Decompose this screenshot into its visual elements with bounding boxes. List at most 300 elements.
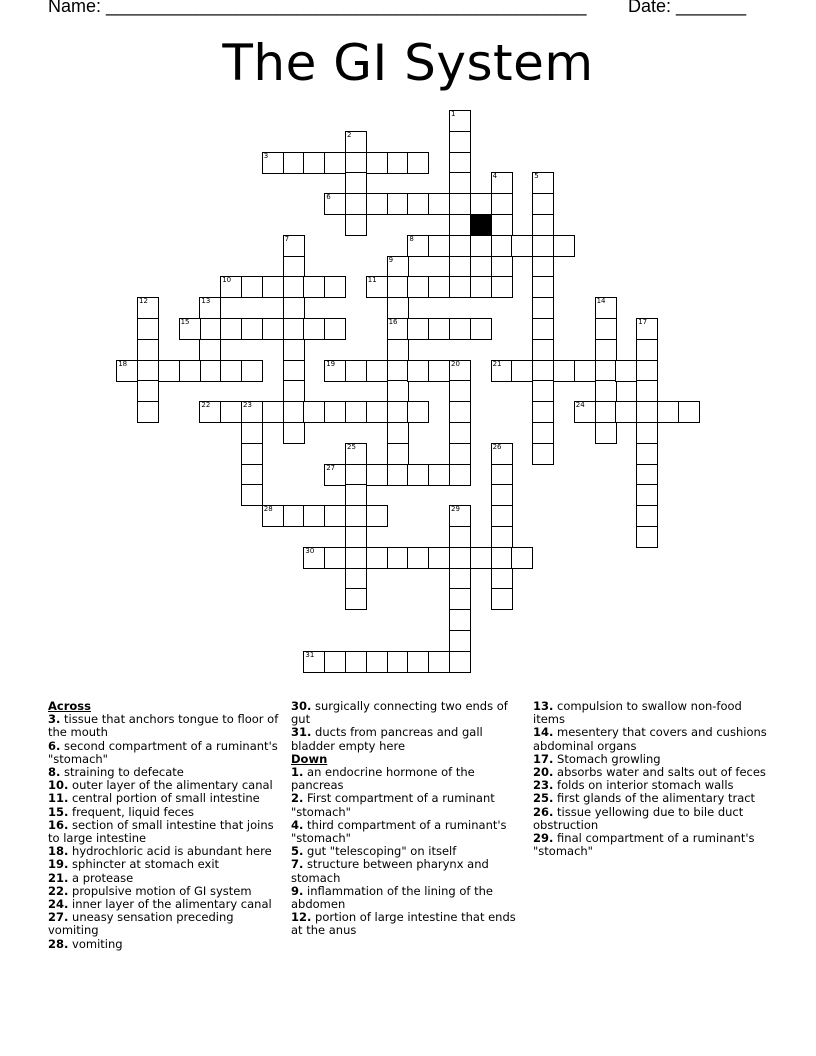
- grid-cell[interactable]: [366, 401, 388, 423]
- grid-cell[interactable]: [324, 318, 346, 340]
- grid-cell[interactable]: [283, 505, 305, 527]
- grid-cell[interactable]: [449, 588, 471, 610]
- grid-cell[interactable]: [553, 360, 575, 382]
- clue-text: central portion of small intestine: [68, 791, 260, 806]
- grid-cell[interactable]: [366, 152, 388, 174]
- grid-cell[interactable]: [636, 318, 658, 340]
- grid-cell[interactable]: [241, 443, 263, 465]
- grid-cell[interactable]: [407, 651, 429, 673]
- grid-cell[interactable]: [636, 526, 658, 548]
- grid-cell[interactable]: [116, 360, 138, 382]
- clue-number-label: 22.: [48, 883, 69, 898]
- down-clue: [291, 766, 523, 792]
- grid-cell[interactable]: [428, 547, 450, 569]
- grid-cell[interactable]: [137, 380, 159, 402]
- clue-text: tissue yellowing due to bile duct obstruction: [533, 804, 744, 832]
- grid-cell[interactable]: [303, 505, 325, 527]
- grid-cell[interactable]: [303, 152, 325, 174]
- clue-number: 8: [409, 234, 414, 243]
- grid-cell[interactable]: [303, 318, 325, 340]
- grid-cell[interactable]: [241, 464, 263, 486]
- clue-text: structure between pharynx and stomach: [291, 857, 489, 885]
- grid-cell[interactable]: [491, 484, 513, 506]
- clue-text: section of small intestine that joins to large intestine: [48, 817, 274, 846]
- grid-cell[interactable]: [158, 360, 180, 382]
- grid-cell[interactable]: [199, 339, 221, 361]
- grid-cell[interactable]: [470, 193, 492, 215]
- grid-cell[interactable]: [491, 505, 513, 527]
- clue-number: 12: [139, 297, 148, 306]
- grid-cell[interactable]: [532, 443, 554, 465]
- grid-cell[interactable]: [220, 401, 242, 423]
- grid-cell[interactable]: [345, 152, 367, 174]
- grid-cell[interactable]: [387, 318, 409, 340]
- grid-cell[interactable]: [595, 339, 617, 361]
- grid-cell[interactable]: [449, 609, 471, 631]
- grid-cell[interactable]: [303, 401, 325, 423]
- grid-cell[interactable]: [449, 464, 471, 486]
- grid-cell[interactable]: [262, 505, 284, 527]
- grid-cell[interactable]: [262, 152, 284, 174]
- grid-cell[interactable]: [491, 214, 513, 236]
- grid-cell[interactable]: [428, 651, 450, 673]
- grid-cell[interactable]: [241, 401, 263, 423]
- clue-text: gut "telescoping" on itself: [303, 844, 457, 859]
- down-heading: Down: [291, 751, 328, 766]
- grid-cell[interactable]: [449, 380, 471, 402]
- grid-cell[interactable]: [470, 235, 492, 257]
- grid-cell[interactable]: [303, 547, 325, 569]
- clue-number: 22: [201, 401, 211, 410]
- grid-cell[interactable]: [595, 318, 617, 340]
- grid-cell[interactable]: [366, 547, 388, 569]
- grid-cell[interactable]: [615, 401, 637, 423]
- clues-column-1: [48, 700, 280, 951]
- grid-cell[interactable]: [491, 172, 513, 194]
- grid-cell[interactable]: [137, 401, 159, 423]
- grid-cell[interactable]: [407, 152, 429, 174]
- grid-cell[interactable]: [387, 464, 409, 486]
- grid-cell[interactable]: [491, 256, 513, 278]
- grid-cell[interactable]: [532, 360, 554, 382]
- down-clue: [291, 885, 523, 911]
- grid-cell[interactable]: [387, 422, 409, 444]
- grid-cell[interactable]: [491, 464, 513, 486]
- clue-number: 4: [492, 172, 498, 181]
- grid-cell[interactable]: [345, 360, 367, 382]
- clue-number-label: 31.: [291, 725, 312, 740]
- grid-cell[interactable]: [387, 193, 409, 215]
- grid-cell[interactable]: [595, 360, 617, 382]
- grid-cell[interactable]: [283, 422, 305, 444]
- grid-cell[interactable]: [511, 547, 533, 569]
- grid-cell[interactable]: [449, 547, 471, 569]
- grid-cell[interactable]: [449, 422, 471, 444]
- clue-number: 27: [326, 463, 336, 472]
- grid-cell[interactable]: [387, 297, 409, 319]
- grid-cell[interactable]: [387, 360, 409, 382]
- grid-cell[interactable]: [491, 526, 513, 548]
- grid-cell[interactable]: [532, 235, 554, 257]
- grid-cell[interactable]: [345, 193, 367, 215]
- grid-cell[interactable]: [366, 464, 388, 486]
- grid-cell[interactable]: [491, 360, 513, 382]
- grid-cell[interactable]: [137, 297, 159, 319]
- grid-cell[interactable]: [428, 360, 450, 382]
- clue-number: 10: [222, 276, 232, 285]
- grid-cell[interactable]: [303, 276, 325, 298]
- grid-cell[interactable]: [491, 193, 513, 215]
- clue-number-label: 4.: [291, 817, 304, 832]
- grid-cell[interactable]: [241, 484, 263, 506]
- clue-number: 14: [596, 297, 606, 306]
- grid-cell[interactable]: [449, 401, 471, 423]
- grid-cell[interactable]: [179, 360, 201, 382]
- grid-cell[interactable]: [283, 318, 305, 340]
- grid-cell[interactable]: [283, 297, 305, 319]
- grid-cell[interactable]: [678, 401, 700, 423]
- clue-number-label: 18.: [48, 844, 69, 859]
- grid-cell[interactable]: [283, 360, 305, 382]
- clues-column-3: [533, 700, 773, 858]
- grid-cell[interactable]: [428, 193, 450, 215]
- grid-cell[interactable]: [532, 214, 554, 236]
- clue-number-label: 13.: [533, 699, 554, 713]
- grid-cell[interactable]: [345, 214, 367, 236]
- grid-cell[interactable]: [387, 339, 409, 361]
- grid-cell[interactable]: [470, 318, 492, 340]
- grid-cell[interactable]: [387, 443, 409, 465]
- grid-cell[interactable]: [574, 401, 596, 423]
- grid-cell[interactable]: [449, 193, 471, 215]
- grid-cell[interactable]: [407, 276, 429, 298]
- clue-number-label: 19.: [48, 857, 69, 872]
- grid-cell[interactable]: [532, 380, 554, 402]
- black-square: [470, 214, 492, 236]
- grid-cell[interactable]: [283, 276, 305, 298]
- grid-cell[interactable]: [532, 401, 554, 423]
- grid-cell[interactable]: [283, 380, 305, 402]
- clues-column-2: [291, 700, 523, 938]
- grid-cell[interactable]: [449, 214, 471, 236]
- grid-cell[interactable]: [283, 152, 305, 174]
- name-field-label: Name: ________________________________________________: [48, 0, 587, 16]
- clue-text: sphincter at stomach exit: [68, 857, 220, 872]
- grid-cell[interactable]: [241, 318, 263, 340]
- grid-cell[interactable]: [262, 276, 284, 298]
- clue-number-label: 21.: [48, 870, 69, 885]
- grid-cell[interactable]: [407, 401, 429, 423]
- across-clue: [48, 819, 280, 845]
- grid-cell[interactable]: [532, 422, 554, 444]
- clue-text: compulsion to swallow non-food items: [533, 699, 742, 727]
- grid-cell[interactable]: [324, 651, 346, 673]
- clue-text: inflammation of the lining of the abdomen: [291, 883, 493, 912]
- across-clue: [48, 938, 280, 951]
- grid-cell[interactable]: [241, 360, 263, 382]
- across-heading: Across: [48, 699, 91, 713]
- grid-cell[interactable]: [470, 547, 492, 569]
- grid-cell[interactable]: [532, 297, 554, 319]
- grid-cell[interactable]: [428, 318, 450, 340]
- grid-cell[interactable]: [366, 505, 388, 527]
- clue-number: 7: [284, 234, 290, 243]
- grid-cell[interactable]: [449, 568, 471, 590]
- grid-cell[interactable]: [324, 464, 346, 486]
- grid-cell[interactable]: [491, 276, 513, 298]
- grid-cell[interactable]: [345, 172, 367, 194]
- grid-cell[interactable]: [491, 443, 513, 465]
- clue-text: inner layer of the alimentary canal: [68, 897, 272, 912]
- grid-cell[interactable]: [449, 318, 471, 340]
- clue-number: 15: [180, 318, 190, 326]
- clue-number: 13: [201, 297, 211, 306]
- clue-number-label: 14.: [533, 725, 554, 740]
- clue-number-label: 25.: [533, 791, 554, 806]
- grid-cell[interactable]: [262, 318, 284, 340]
- date-field-label: Date: _______: [628, 0, 747, 16]
- grid-cell[interactable]: [449, 256, 471, 278]
- grid-cell[interactable]: [324, 276, 346, 298]
- grid-cell[interactable]: [241, 422, 263, 444]
- clue-text: mesentery that covers and cushions abdominal organs: [533, 725, 767, 753]
- grid-cell[interactable]: [532, 276, 554, 298]
- grid-cell[interactable]: [595, 422, 617, 444]
- clue-text: third compartment of a ruminant's "stomach": [291, 817, 507, 846]
- grid-cell[interactable]: [407, 235, 429, 257]
- grid-cell[interactable]: [366, 360, 388, 382]
- clue-number-label: 23.: [533, 778, 554, 793]
- grid-cell[interactable]: [449, 443, 471, 465]
- clue-number: 17: [638, 318, 648, 326]
- grid-cell[interactable]: [345, 651, 367, 673]
- grid-cell[interactable]: [428, 464, 450, 486]
- grid-cell[interactable]: [636, 339, 658, 361]
- clue-number: 16: [388, 318, 398, 326]
- clue-number-label: 15.: [48, 804, 69, 819]
- grid-cell[interactable]: [615, 360, 637, 382]
- grid-cell[interactable]: [532, 318, 554, 340]
- grid-cell[interactable]: [283, 401, 305, 423]
- clue-text: ducts from pancreas and gall bladder empty here: [291, 725, 483, 753]
- grid-cell[interactable]: [491, 568, 513, 590]
- grid-cell[interactable]: [449, 526, 471, 548]
- grid-cell[interactable]: [449, 152, 471, 174]
- grid-cell[interactable]: [449, 131, 471, 153]
- clue-number-label: 17.: [533, 751, 554, 766]
- grid-cell[interactable]: [283, 339, 305, 361]
- clue-number: 20: [451, 359, 460, 368]
- grid-cell[interactable]: [532, 339, 554, 361]
- grid-cell[interactable]: [636, 422, 658, 444]
- clue-number: 9: [388, 255, 394, 264]
- grid-cell[interactable]: [532, 256, 554, 278]
- clue-number-label: 9.: [291, 883, 304, 898]
- grid-cell[interactable]: [220, 360, 242, 382]
- clue-number: 30: [305, 546, 315, 555]
- grid-cell[interactable]: [491, 588, 513, 610]
- grid-cell[interactable]: [428, 276, 450, 298]
- grid-cell[interactable]: [199, 401, 221, 423]
- grid-cell[interactable]: [449, 651, 471, 673]
- clue-number: 28: [263, 505, 273, 514]
- clue-number-label: 20.: [533, 765, 554, 780]
- grid-cell[interactable]: [636, 401, 658, 423]
- across-clue: [291, 726, 523, 752]
- grid-cell[interactable]: [595, 380, 617, 402]
- page-title: The GI System: [222, 34, 594, 92]
- grid-cell[interactable]: [303, 651, 325, 673]
- grid-cell[interactable]: [324, 360, 346, 382]
- clue-number-label: 29.: [533, 831, 554, 846]
- grid-cell[interactable]: [532, 193, 554, 215]
- clue-number: 31: [305, 650, 315, 659]
- clue-number-label: 16.: [48, 817, 69, 832]
- grid-cell[interactable]: [595, 297, 617, 319]
- grid-cell[interactable]: [511, 235, 533, 257]
- grid-cell[interactable]: [636, 443, 658, 465]
- clue-text: an endocrine hormone of the pancreas: [291, 765, 475, 793]
- clue-number-label: 11.: [48, 791, 69, 806]
- grid-cell[interactable]: [449, 276, 471, 298]
- grid-cell[interactable]: [449, 505, 471, 527]
- grid-cell[interactable]: [199, 297, 221, 319]
- clue-text: surgically connecting two ends of gut: [291, 699, 508, 727]
- grid-cell[interactable]: [345, 505, 367, 527]
- grid-cell[interactable]: [199, 360, 221, 382]
- grid-cell[interactable]: [470, 276, 492, 298]
- clue-number-label: 12.: [291, 910, 312, 925]
- clue-number: 23: [243, 401, 252, 410]
- grid-cell[interactable]: [407, 318, 429, 340]
- grid-cell[interactable]: [407, 464, 429, 486]
- grid-cell[interactable]: [387, 380, 409, 402]
- down-clue: [533, 700, 773, 726]
- grid-cell[interactable]: [366, 276, 388, 298]
- clue-number: 6: [326, 193, 331, 202]
- clue-number-label: 28.: [48, 936, 69, 951]
- grid-cell[interactable]: [387, 651, 409, 673]
- grid-cell[interactable]: [345, 484, 367, 506]
- clue-text: portion of large intestine that ends at the anus: [291, 910, 516, 938]
- grid-cell[interactable]: [428, 235, 450, 257]
- clue-number: 11: [367, 276, 377, 285]
- grid-cell[interactable]: [345, 443, 367, 465]
- grid-cell[interactable]: [407, 360, 429, 382]
- grid-cell[interactable]: [366, 651, 388, 673]
- grid-cell[interactable]: [137, 360, 159, 382]
- grid-cell[interactable]: [345, 568, 367, 590]
- grid-cell[interactable]: [387, 547, 409, 569]
- grid-cell[interactable]: [491, 235, 513, 257]
- clue-number: 29: [451, 505, 460, 514]
- down-clue: [533, 806, 773, 832]
- grid-cell[interactable]: [324, 547, 346, 569]
- grid-cell[interactable]: [345, 526, 367, 548]
- clue-text: outer layer of the alimentary canal: [68, 778, 273, 793]
- grid-cell[interactable]: [636, 464, 658, 486]
- grid-cell[interactable]: [345, 464, 367, 486]
- grid-cell[interactable]: [449, 630, 471, 652]
- clue-number-label: 24.: [48, 897, 69, 912]
- grid-cell[interactable]: [387, 401, 409, 423]
- grid-cell[interactable]: [241, 276, 263, 298]
- grid-cell[interactable]: [324, 193, 346, 215]
- grid-cell[interactable]: [449, 110, 471, 132]
- grid-cell[interactable]: [345, 588, 367, 610]
- grid-cell[interactable]: [220, 318, 242, 340]
- grid-cell[interactable]: [137, 318, 159, 340]
- grid-cell[interactable]: [532, 172, 554, 194]
- grid-cell[interactable]: [387, 256, 409, 278]
- clue-text: second compartment of a ruminant's "stomach": [48, 738, 278, 766]
- grid-cell[interactable]: [366, 193, 388, 215]
- clue-number: 21: [492, 359, 502, 368]
- grid-cell[interactable]: [491, 547, 513, 569]
- grid-cell[interactable]: [324, 401, 346, 423]
- clue-text: frequent, liquid feces: [68, 804, 195, 819]
- clue-text: tissue that anchors tongue to floor of the mouth: [48, 712, 279, 740]
- grid-cell[interactable]: [324, 152, 346, 174]
- grid-cell[interactable]: [407, 193, 429, 215]
- clue-number-label: 2.: [291, 791, 304, 806]
- clue-number-label: 5.: [291, 844, 304, 859]
- across-clue: [48, 911, 280, 937]
- clue-text: hydrochloric acid is abundant here: [68, 844, 272, 859]
- grid-cell[interactable]: [387, 152, 409, 174]
- grid-cell[interactable]: [345, 547, 367, 569]
- clue-text: absorbs water and salts out of feces: [553, 765, 766, 780]
- grid-cell[interactable]: [636, 360, 658, 382]
- grid-cell[interactable]: [636, 484, 658, 506]
- grid-cell[interactable]: [345, 131, 367, 153]
- grid-cell[interactable]: [262, 401, 284, 423]
- clue-number-label: 27.: [48, 910, 69, 925]
- clue-number-label: 10.: [48, 778, 69, 793]
- grid-cell[interactable]: [137, 339, 159, 361]
- grid-cell[interactable]: [595, 401, 617, 423]
- grid-cell[interactable]: [511, 360, 533, 382]
- clue-number-label: 26.: [533, 804, 554, 819]
- clue-number-label: 7.: [291, 857, 304, 872]
- grid-cell[interactable]: [324, 505, 346, 527]
- grid-cell[interactable]: [449, 172, 471, 194]
- clue-text: propulsive motion of GI system: [68, 883, 252, 898]
- clue-number: 26: [492, 442, 502, 451]
- clue-number-label: 30.: [291, 699, 312, 713]
- grid-cell[interactable]: [553, 235, 575, 257]
- grid-cell[interactable]: [283, 235, 305, 257]
- grid-cell[interactable]: [345, 401, 367, 423]
- clue-number: 25: [347, 442, 356, 451]
- grid-cell[interactable]: [636, 505, 658, 527]
- clue-number: 3: [263, 151, 269, 160]
- grid-cell[interactable]: [574, 360, 596, 382]
- grid-cell[interactable]: [657, 401, 679, 423]
- grid-cell[interactable]: [449, 360, 471, 382]
- clue-number-label: 1.: [291, 765, 304, 780]
- grid-cell[interactable]: [387, 276, 409, 298]
- grid-cell[interactable]: [449, 235, 471, 257]
- down-clue: [533, 832, 773, 858]
- down-clue: [291, 819, 523, 845]
- grid-cell[interactable]: [179, 318, 201, 340]
- grid-cell[interactable]: [407, 547, 429, 569]
- grid-cell[interactable]: [283, 256, 305, 278]
- grid-cell[interactable]: [199, 318, 221, 340]
- grid-cell[interactable]: [636, 380, 658, 402]
- grid-cell[interactable]: [220, 276, 242, 298]
